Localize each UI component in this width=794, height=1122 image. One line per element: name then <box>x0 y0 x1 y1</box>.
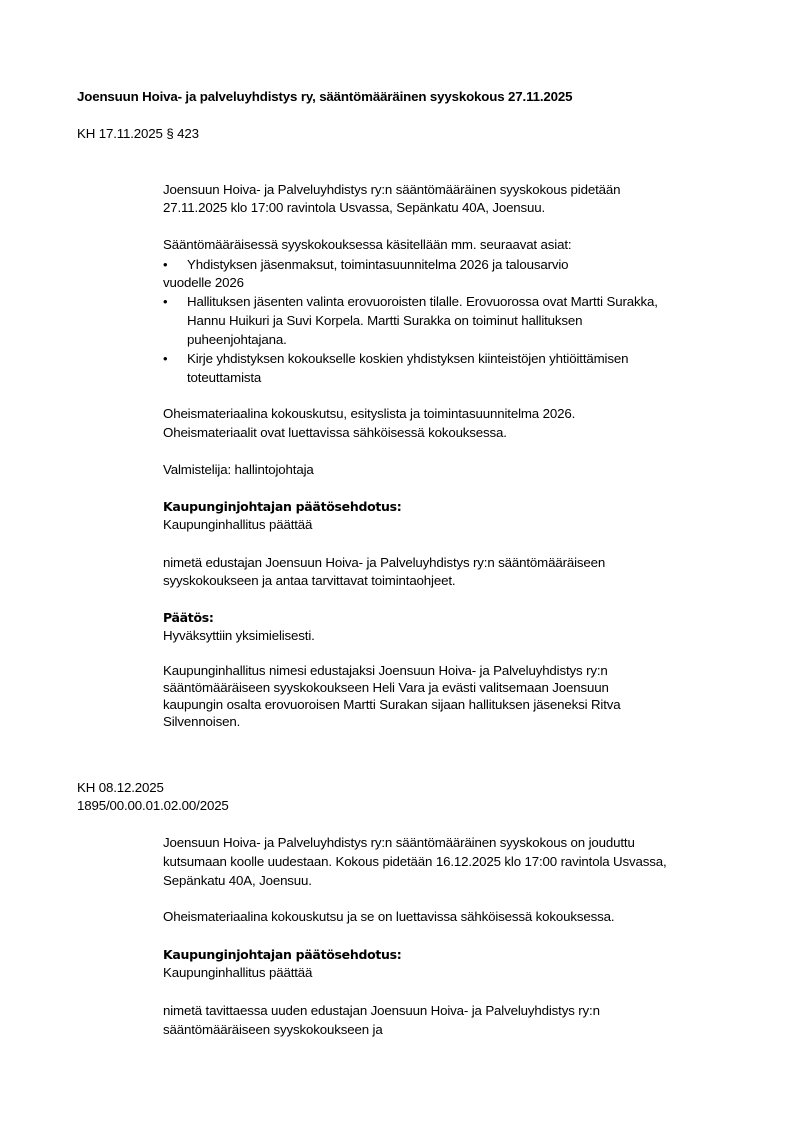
proposal-lead: Kaupunginhallitus päättää <box>163 517 313 532</box>
decision-detail-line-4: Silvennoisen. <box>163 714 241 729</box>
section1-reference: KH 17.11.2025 § 423 <box>77 126 199 141</box>
section2-proposal-text-line-1: nimetä tavittaessa uuden edustajan Joensuun Hoiva- ja Palveluyhdistys ry:n <box>163 1003 600 1018</box>
section2-diary-number: 1895/00.00.01.02.00/2025 <box>77 798 229 813</box>
agenda-item-2-line-2: Hannu Huikuri ja Suvi Korpela. Martti Surakka on toiminut hallituksen <box>187 313 583 328</box>
proposal-heading: Kaupunginjohtajan päätösehdotus: <box>163 499 402 514</box>
decision-text: Hyväksyttiin yksimielisesti. <box>163 628 315 643</box>
agenda-item-3-line-2: toteuttamista <box>187 370 262 385</box>
section2-reference: KH 08.12.2025 <box>77 780 164 795</box>
agenda-item-2-line-3: puheenjohtajana. <box>187 332 287 347</box>
section2-attachments: Oheismateriaalina kokouskutsu ja se on luettavissa sähköisessä kokouksessa. <box>163 909 615 924</box>
section2-intro-line-1: Joensuun Hoiva- ja Palveluyhdistys ry:n sääntömääräinen syyskokous on jouduttu <box>163 835 635 850</box>
proposal-text-line-2: syyskokoukseen ja antaa tarvittavat toimintaohjeet. <box>163 573 456 588</box>
section2-intro-line-3: Sepänkatu 40A, Joensuu. <box>163 873 312 888</box>
attachments-line-1: Oheismateriaalina kokouskutsu, esityslista ja toimintasuunnitelma 2026. <box>163 406 576 421</box>
section2-proposal-text-line-2: sääntömääräiseen syyskokoukseen ja <box>163 1022 383 1037</box>
decision-detail-line-1: Kaupunginhallitus nimesi edustajaksi Joensuun Hoiva- ja Palveluyhdistys ry:n <box>163 663 608 678</box>
agenda-item-2-line-1: Hallituksen jäsenten valinta erovuoroisten tilalle. Erovuorossa ovat Martti Surakka, <box>187 294 658 309</box>
agenda-item-1-overflow: vuodelle 2026 <box>163 275 244 290</box>
section2-proposal-heading: Kaupunginjohtajan päätösehdotus: <box>163 947 402 962</box>
bullet-icon: • <box>163 351 168 366</box>
section2-proposal-lead: Kaupunginhallitus päättää <box>163 965 313 980</box>
decision-heading: Päätös: <box>163 610 214 625</box>
bullet-icon: • <box>163 257 168 272</box>
agenda-item-3-line-1: Kirje yhdistyksen kokoukselle koskien yhdistyksen kiinteistöjen yhtiöittämisen <box>187 351 629 366</box>
proposal-text-line-1: nimetä edustajan Joensuun Hoiva- ja Palveluyhdistys ry:n sääntömääräiseen <box>163 555 606 570</box>
document-title: Joensuun Hoiva- ja palveluyhdistys ry, sääntömääräinen syyskokous 27.11.2025 <box>77 89 573 104</box>
decision-detail-line-2: sääntömääräiseen syyskokoukseen Heli Vara ja evästi valitsemaan Joensuun <box>163 680 609 695</box>
attachments-line-2: Oheismateriaalit ovat luettavissa sähköisessä kokouksessa. <box>163 425 507 440</box>
section2-intro-line-2: kutsumaan koolle uudestaan. Kokous pidetään 16.12.2025 klo 17:00 ravintola Usvassa, <box>163 854 667 869</box>
preparer: Valmistelija: hallintojohtaja <box>163 462 314 477</box>
agenda-intro: Sääntömääräisessä syyskokouksessa käsitellään mm. seuraavat asiat: <box>163 237 572 252</box>
decision-detail-line-3: kaupungin osalta erovuoroisen Martti Surakan sijaan hallituksen jäseneksi Ritva <box>163 697 621 712</box>
section1-intro-line-1: Joensuun Hoiva- ja Palveluyhdistys ry:n sääntömääräinen syyskokous pidetään <box>163 182 621 197</box>
agenda-item-1-line-1: Yhdistyksen jäsenmaksut, toimintasuunnitelma 2026 ja talousarvio <box>187 257 569 272</box>
section1-intro-line-2: 27.11.2025 klo 17:00 ravintola Usvassa, Sepänkatu 40A, Joensuu. <box>163 200 546 215</box>
bullet-icon: • <box>163 294 168 309</box>
